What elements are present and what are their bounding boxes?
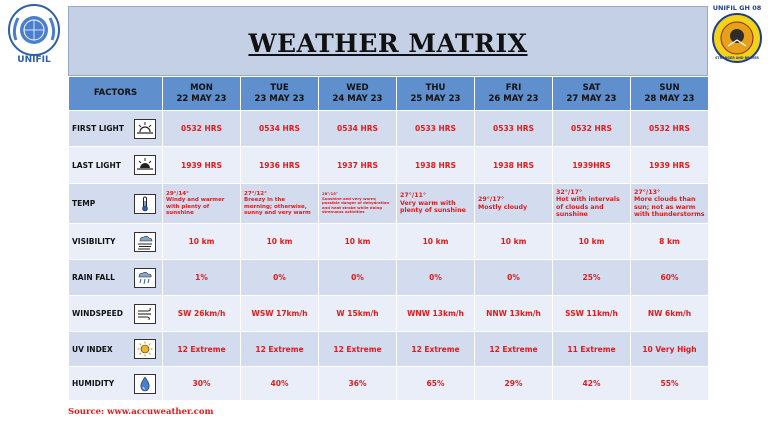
value-cell: 1937 HRS — [319, 147, 397, 184]
value-cell: 0% — [241, 260, 319, 296]
day-name: MON — [190, 82, 213, 93]
page-title: WEATHER MATRIX — [248, 29, 528, 58]
value-cell: 40% — [241, 367, 319, 401]
value-cell: 10 km — [319, 224, 397, 260]
value-cell: 42% — [553, 367, 631, 401]
forecast-text: Hot with intervals of clouds and sunshine — [556, 196, 620, 218]
value-cell: 8 km — [631, 224, 709, 260]
day-name: SUN — [659, 82, 680, 93]
factor-cell — [69, 224, 163, 260]
value-cell: 25% — [553, 260, 631, 296]
row-windspeed — [69, 296, 709, 332]
value-cell: SW 26km/h — [163, 296, 241, 332]
factor-cell — [69, 332, 163, 367]
value-cell: 1938 HRS — [397, 147, 475, 184]
factor-label: VISIBILITY — [72, 237, 116, 246]
day-date: 24 MAY 23 — [332, 93, 383, 104]
value-cell: 1936 HRS — [241, 147, 319, 184]
day-name: THU — [425, 82, 446, 93]
temp-cell — [475, 184, 553, 224]
temp-range: 27°/12° — [244, 190, 267, 197]
forecast-text: Mostly cloudy — [478, 203, 528, 211]
temp-cell — [241, 184, 319, 224]
value-cell: 36% — [319, 367, 397, 401]
factor-label: TEMP — [72, 199, 96, 208]
value-cell: 10 Very High — [631, 332, 709, 367]
uv-sun-icon — [134, 339, 156, 359]
fog-icon — [134, 232, 156, 252]
day-header-wed — [319, 77, 397, 111]
value-cell: 0% — [319, 260, 397, 296]
row-rain-fall — [69, 260, 709, 296]
day-header-sun — [631, 77, 709, 111]
header-row — [69, 77, 709, 111]
value-cell: 0532 HRS — [163, 111, 241, 147]
value-cell: 1939 HRS — [631, 147, 709, 184]
rain-icon — [134, 268, 156, 288]
day-date: 25 MAY 23 — [410, 93, 461, 104]
temp-range: 27°/13° — [634, 188, 661, 196]
temp-cell — [163, 184, 241, 224]
temp-cell — [319, 184, 397, 224]
value-cell: 0533 HRS — [397, 111, 475, 147]
unifil-gh-logo — [708, 2, 766, 70]
value-cell: 29% — [475, 367, 553, 401]
left-logo-caption: UNIFIL — [17, 55, 51, 64]
day-name: FRI — [505, 82, 522, 93]
value-cell: 1939HRS — [553, 147, 631, 184]
temp-range: 29°/17° — [478, 196, 505, 204]
forecast-text: More clouds than sun; not as warm with thunderstorms — [634, 196, 705, 218]
right-logo-caption: STRONGER AND BRAVER — [715, 56, 759, 60]
value-cell: 12 Extreme — [241, 332, 319, 367]
day-date: 28 MAY 23 — [644, 93, 695, 104]
value-cell: 10 km — [553, 224, 631, 260]
value-cell: 10 km — [241, 224, 319, 260]
value-cell: 0533 HRS — [475, 111, 553, 147]
factor-label: HUMIDITY — [72, 379, 115, 388]
un-unifil-logo — [2, 2, 66, 64]
forecast-text: Sunshine and very warm; possible danger of dehydration and heat stroke while doing strenuous activities — [322, 195, 390, 215]
factor-cell — [69, 367, 163, 401]
value-cell: 0532 HRS — [631, 111, 709, 147]
value-cell: 10 km — [163, 224, 241, 260]
temp-cell — [397, 184, 475, 224]
day-date: 26 MAY 23 — [488, 93, 539, 104]
value-cell: 60% — [631, 260, 709, 296]
right-logo-text: UNIFIL GH 08 — [712, 4, 762, 12]
value-cell: 0534 HRS — [241, 111, 319, 147]
temp-range: 29°/14° — [166, 190, 189, 197]
factor-label: WINDSPEED — [72, 309, 123, 318]
row-first-light — [69, 111, 709, 147]
day-header-sat — [553, 77, 631, 111]
sunset-icon — [134, 155, 156, 175]
day-header-tue — [241, 77, 319, 111]
value-cell: 11 Extreme — [553, 332, 631, 367]
title-banner — [68, 6, 708, 76]
value-cell: 1938 HRS — [475, 147, 553, 184]
temp-cell — [631, 184, 709, 224]
temp-cell — [553, 184, 631, 224]
value-cell: WSW 17km/h — [241, 296, 319, 332]
value-cell: WNW 13km/h — [397, 296, 475, 332]
value-cell: W 15km/h — [319, 296, 397, 332]
day-name: WED — [346, 82, 369, 93]
temp-range: 32°/17° — [556, 188, 583, 196]
day-date: 27 MAY 23 — [566, 93, 617, 104]
day-date: 23 MAY 23 — [254, 93, 305, 104]
row-uv-index — [69, 332, 709, 367]
weather-matrix-table — [68, 76, 709, 401]
sunrise-icon — [134, 119, 156, 139]
value-cell: 0534 HRS — [319, 111, 397, 147]
value-cell: 12 Extreme — [475, 332, 553, 367]
day-date: 22 MAY 23 — [176, 93, 227, 104]
factor-cell — [69, 147, 163, 184]
factor-label: RAIN FALL — [72, 273, 115, 282]
factor-label: LAST LIGHT — [72, 160, 121, 170]
value-cell: 0% — [475, 260, 553, 296]
factor-cell — [69, 260, 163, 296]
value-cell: SSW 11km/h — [553, 296, 631, 332]
value-cell: NNW 13km/h — [475, 296, 553, 332]
value-cell: 55% — [631, 367, 709, 401]
day-header-fri — [475, 77, 553, 111]
day-name: SAT — [582, 82, 601, 93]
forecast-text: Very warm with plenty of sunshine — [400, 199, 466, 215]
factor-cell — [69, 296, 163, 332]
forecast-text: Breezy in the morning; otherwise, sunny and very warm — [244, 197, 311, 216]
day-name: TUE — [270, 82, 289, 93]
row-humidity — [69, 367, 709, 401]
value-cell: 12 Extreme — [319, 332, 397, 367]
forecast-text: Windy and warmer with plenty of sunshine — [166, 197, 225, 216]
factor-cell — [69, 184, 163, 224]
value-cell: 0% — [397, 260, 475, 296]
factor-label: UV INDEX — [72, 344, 113, 354]
day-header-thu — [397, 77, 475, 111]
value-cell: 10 km — [397, 224, 475, 260]
row-temp — [69, 184, 709, 224]
value-cell: NW 6km/h — [631, 296, 709, 332]
row-visibility — [69, 224, 709, 260]
thermometer-icon — [134, 194, 156, 214]
wind-icon — [134, 304, 156, 324]
value-cell: 65% — [397, 367, 475, 401]
source-link[interactable]: Source: www.accuweather.com — [68, 407, 214, 417]
value-cell: 10 km — [475, 224, 553, 260]
row-last-light — [69, 147, 709, 184]
value-cell: 12 Extreme — [397, 332, 475, 367]
temp-range: 28°/15° — [322, 191, 338, 197]
humidity-drop-icon — [134, 374, 156, 394]
day-header-mon — [163, 77, 241, 111]
value-cell: 0532 HRS — [553, 111, 631, 147]
value-cell: 1939 HRS — [163, 147, 241, 184]
factor-label: FIRST LIGHT — [72, 124, 124, 133]
factor-cell — [69, 111, 163, 147]
value-cell: 30% — [163, 367, 241, 401]
temp-range: 27°/11° — [400, 192, 427, 200]
value-cell: 12 Extreme — [163, 332, 241, 367]
value-cell: 1% — [163, 260, 241, 296]
factors-header: FACTORS — [69, 77, 163, 111]
